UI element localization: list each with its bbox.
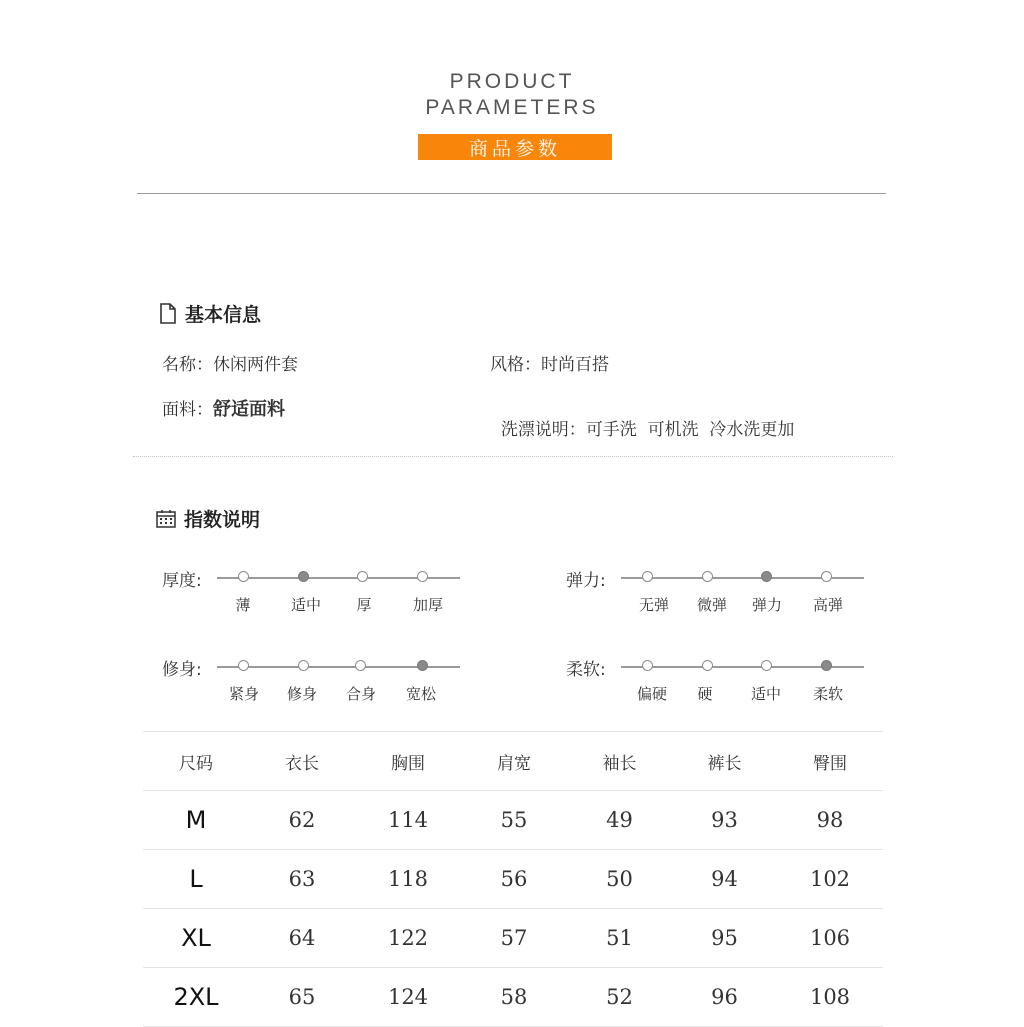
scale-elasticity	[566, 566, 606, 591]
scale-track	[621, 577, 864, 579]
table-row	[143, 968, 883, 1027]
scale-dot	[355, 660, 366, 671]
table-cell-size: XL	[143, 909, 249, 968]
table-cell: 124	[355, 968, 461, 1027]
table-cell: 118	[355, 850, 461, 909]
table-cell: 102	[777, 850, 883, 909]
col-header-length: 衣长	[249, 732, 355, 791]
col-header-size: 尺码	[143, 732, 249, 791]
scale-dot-selected	[417, 660, 428, 671]
table-cell-size: L	[143, 850, 249, 909]
scale-option-label: 柔软	[812, 685, 844, 703]
table-cell: 64	[249, 909, 355, 968]
table-cell: 122	[355, 909, 461, 968]
col-header-shoulder: 肩宽	[461, 732, 567, 791]
header-title-line1: PRODUCT	[449, 70, 575, 93]
scale-dot-selected	[761, 571, 772, 582]
table-cell: 57	[461, 909, 567, 968]
table-row	[143, 850, 883, 909]
scale-thickness	[162, 566, 202, 591]
info-name	[162, 350, 298, 375]
size-table-header-row	[143, 732, 883, 791]
table-row	[143, 791, 883, 850]
calendar-icon	[156, 509, 176, 528]
info-fabric	[162, 395, 285, 421]
scale-option-label: 微弹	[696, 596, 728, 614]
table-cell: 95	[672, 909, 777, 968]
info-wash	[490, 395, 794, 440]
index-title: 指数说明	[184, 509, 261, 531]
scale-dot	[642, 660, 653, 671]
table-cell-size: 2XL	[143, 968, 249, 1027]
scale-track	[217, 666, 460, 668]
scale-dot	[238, 571, 249, 582]
scale-dot	[417, 571, 428, 582]
header-badge: 商品参数	[418, 134, 612, 160]
scale-option-label: 合身	[345, 685, 377, 703]
table-row	[143, 909, 883, 968]
col-header-sleeve: 袖长	[567, 732, 672, 791]
scale-dot-selected	[298, 571, 309, 582]
scale-dot	[357, 571, 368, 582]
scale-dot	[238, 660, 249, 671]
table-cell: 58	[461, 968, 567, 1027]
scale-option-label: 薄	[235, 596, 251, 614]
scale-option-label: 紧身	[228, 685, 260, 703]
info-style	[490, 350, 609, 375]
table-cell: 94	[672, 850, 777, 909]
scale-option-label: 无弹	[638, 596, 670, 614]
table-cell: 55	[461, 791, 567, 850]
scale-dot-selected	[821, 660, 832, 671]
table-cell: 108	[777, 968, 883, 1027]
table-cell: 49	[567, 791, 672, 850]
table-cell: 106	[777, 909, 883, 968]
info-wash-label: 洗漂说明：	[500, 420, 586, 440]
info-name-value: 休闲两件套	[213, 355, 298, 375]
col-header-chest: 胸围	[355, 732, 461, 791]
scale-dot	[702, 660, 713, 671]
index-heading	[156, 505, 260, 532]
scale-option-label: 高弹	[812, 596, 844, 614]
scale-dot	[642, 571, 653, 582]
scale-fit-label: 修身:	[162, 660, 202, 680]
document-icon	[159, 303, 177, 324]
info-wash-value: 可手洗 可机洗 冷水洗更加	[585, 420, 795, 440]
info-style-value: 时尚百搭	[541, 355, 609, 375]
table-cell: 93	[672, 791, 777, 850]
info-name-label: 名称：	[162, 355, 213, 375]
scale-elasticity-label: 弹力:	[566, 571, 606, 591]
table-cell-size: M	[143, 791, 249, 850]
table-cell: 65	[249, 968, 355, 1027]
table-cell: 63	[249, 850, 355, 909]
scale-option-label: 弹力	[751, 596, 783, 614]
scale-option-label: 硬	[697, 685, 713, 703]
scale-softness-label: 柔软:	[566, 660, 606, 680]
size-table	[143, 731, 883, 1027]
scale-option-label: 适中	[750, 685, 782, 703]
section-divider	[133, 456, 893, 457]
col-header-hip: 臀围	[777, 732, 883, 791]
table-cell: 96	[672, 968, 777, 1027]
scale-option-label: 厚	[356, 596, 372, 614]
scale-fit	[162, 655, 202, 680]
table-cell: 98	[777, 791, 883, 850]
scale-option-label: 偏硬	[636, 685, 668, 703]
scale-track	[621, 666, 864, 668]
header-divider	[137, 193, 886, 194]
table-cell: 52	[567, 968, 672, 1027]
info-fabric-label: 面料：	[162, 400, 213, 420]
scale-dot	[761, 660, 772, 671]
scale-option-label: 加厚	[412, 596, 444, 614]
table-cell: 114	[355, 791, 461, 850]
table-cell: 51	[567, 909, 672, 968]
scale-thickness-label: 厚度:	[162, 571, 202, 591]
scale-track	[217, 577, 460, 579]
scale-dot	[821, 571, 832, 582]
info-fabric-value: 舒适面料	[213, 399, 285, 420]
scale-option-label: 修身	[286, 685, 318, 703]
basic-info-heading	[159, 300, 261, 327]
basic-info-title: 基本信息	[185, 304, 262, 326]
col-header-pants: 裤长	[672, 732, 777, 791]
scale-dot	[702, 571, 713, 582]
header-title-line2: PARAMETERS	[425, 96, 599, 119]
info-style-label: 风格：	[490, 355, 541, 375]
table-cell: 56	[461, 850, 567, 909]
table-cell: 62	[249, 791, 355, 850]
scale-softness	[566, 655, 606, 680]
scale-dot	[298, 660, 309, 671]
scale-option-label: 宽松	[405, 685, 437, 703]
scale-option-label: 适中	[290, 596, 322, 614]
table-cell: 50	[567, 850, 672, 909]
